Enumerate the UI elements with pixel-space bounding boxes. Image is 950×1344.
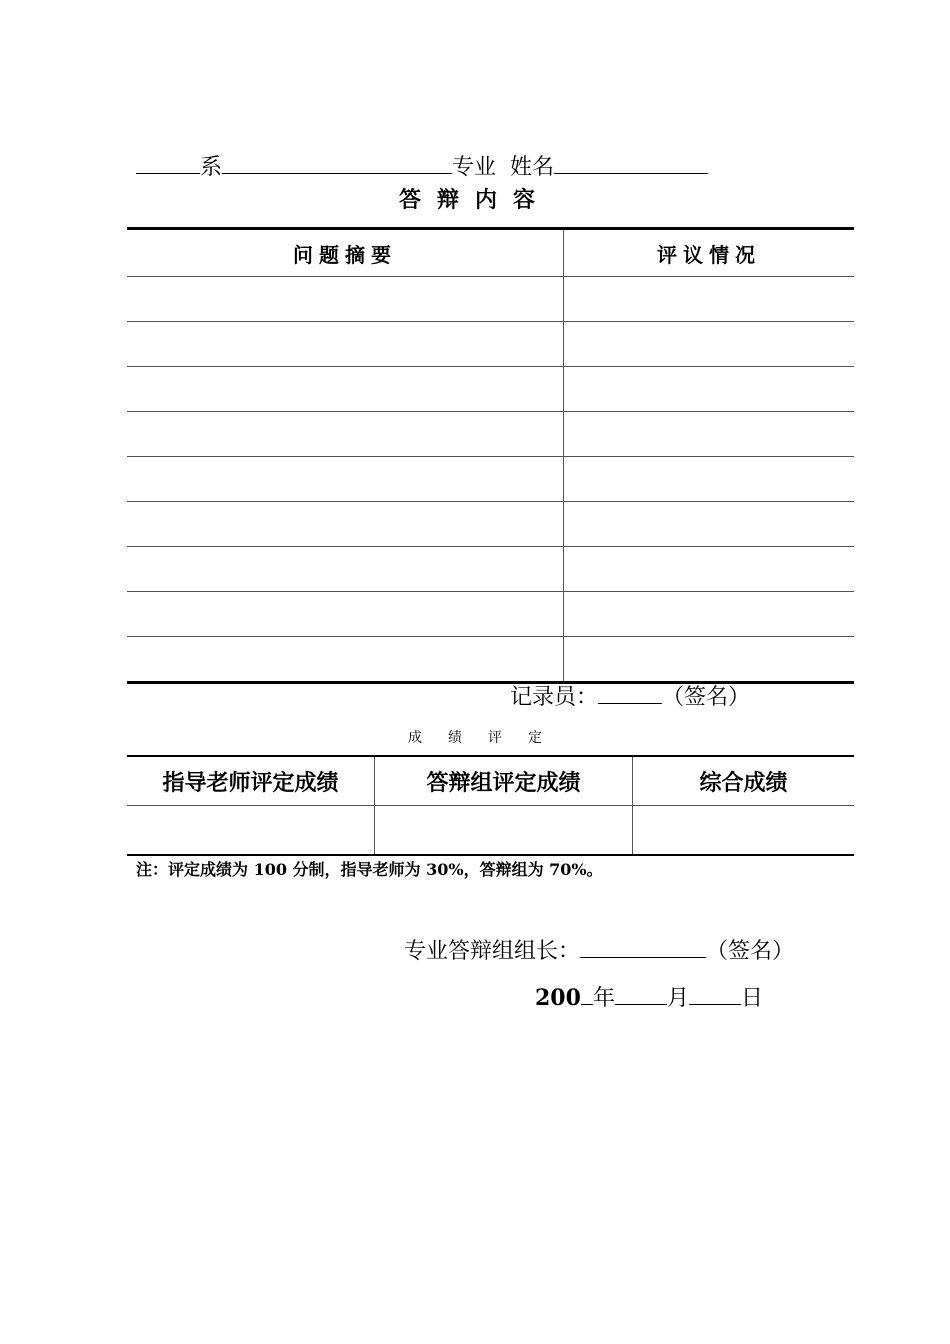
major-label: 专业: [452, 155, 497, 180]
score-row: [127, 806, 854, 856]
advisor-score-cell[interactable]: [127, 806, 375, 856]
recorder-signature-field[interactable]: [598, 683, 662, 704]
comment-cell[interactable]: [564, 547, 855, 592]
year-prefix: 200: [535, 985, 581, 1011]
summary-cell[interactable]: [127, 592, 564, 637]
comment-cell[interactable]: [564, 322, 855, 367]
qa-body: [127, 277, 854, 683]
year-label: 年: [592, 986, 615, 1011]
department-field[interactable]: [136, 153, 200, 174]
qa-table: [127, 227, 854, 684]
comment-cell[interactable]: [564, 457, 855, 502]
comment-cell[interactable]: [564, 412, 855, 457]
summary-cell[interactable]: [127, 367, 564, 412]
panel-score-cell[interactable]: [375, 806, 633, 856]
summary-cell[interactable]: [127, 457, 564, 502]
score-section-title: 成绩评定: [408, 730, 568, 746]
summary-cell[interactable]: [127, 637, 564, 683]
month-field[interactable]: [615, 984, 667, 1005]
col-summary-header: 问题摘要: [127, 229, 564, 277]
comment-cell[interactable]: [564, 367, 855, 412]
col-total-header: 综合成绩: [633, 756, 855, 806]
qa-row: [127, 637, 854, 683]
section-title: 答辩内容: [398, 187, 551, 213]
leader-sign-note: （签名）: [706, 939, 795, 964]
name-label: 姓名: [510, 155, 555, 180]
comment-cell[interactable]: [564, 637, 855, 683]
qa-row: [127, 277, 854, 322]
col-advisor-header: 指导老师评定成绩: [127, 756, 375, 806]
note: 注：评定成绩为 100 分制，指导老师为 30%，答辩组为 70%。: [136, 860, 603, 879]
recorder-sign-note: （签名）: [662, 685, 751, 710]
date-line: [535, 981, 763, 1016]
comment-cell[interactable]: [564, 592, 855, 637]
qa-row: [127, 457, 854, 502]
summary-cell[interactable]: [127, 277, 564, 322]
qa-row: [127, 412, 854, 457]
day-label: 日: [740, 986, 763, 1011]
department-label: 系: [200, 155, 223, 180]
qa-row: [127, 547, 854, 592]
leader-signature-field[interactable]: [580, 937, 706, 958]
score-table: [127, 755, 854, 856]
recorder-label: 记录员：: [510, 685, 599, 710]
summary-cell[interactable]: [127, 412, 564, 457]
leader-line: [404, 935, 794, 969]
summary-cell[interactable]: [127, 322, 564, 367]
score-header-row: [127, 756, 854, 806]
comment-cell[interactable]: [564, 277, 855, 322]
qa-row: [127, 502, 854, 547]
total-score-cell[interactable]: [633, 806, 855, 856]
qa-row: [127, 322, 854, 367]
month-label: 月: [666, 986, 689, 1011]
col-comment-header: 评议情况: [564, 229, 855, 277]
recorder-line: [510, 682, 750, 714]
day-field[interactable]: [689, 984, 741, 1005]
header-line: [136, 152, 708, 184]
summary-cell[interactable]: [127, 502, 564, 547]
name-field[interactable]: [554, 153, 708, 174]
col-panel-header: 答辩组评定成绩: [375, 756, 633, 806]
qa-row: [127, 592, 854, 637]
comment-cell[interactable]: [564, 502, 855, 547]
leader-label: 专业答辩组组长：: [404, 939, 581, 964]
qa-row: [127, 367, 854, 412]
major-field[interactable]: [222, 153, 452, 174]
qa-header-row: [127, 229, 854, 277]
year-field[interactable]: [581, 984, 593, 1005]
summary-cell[interactable]: [127, 547, 564, 592]
